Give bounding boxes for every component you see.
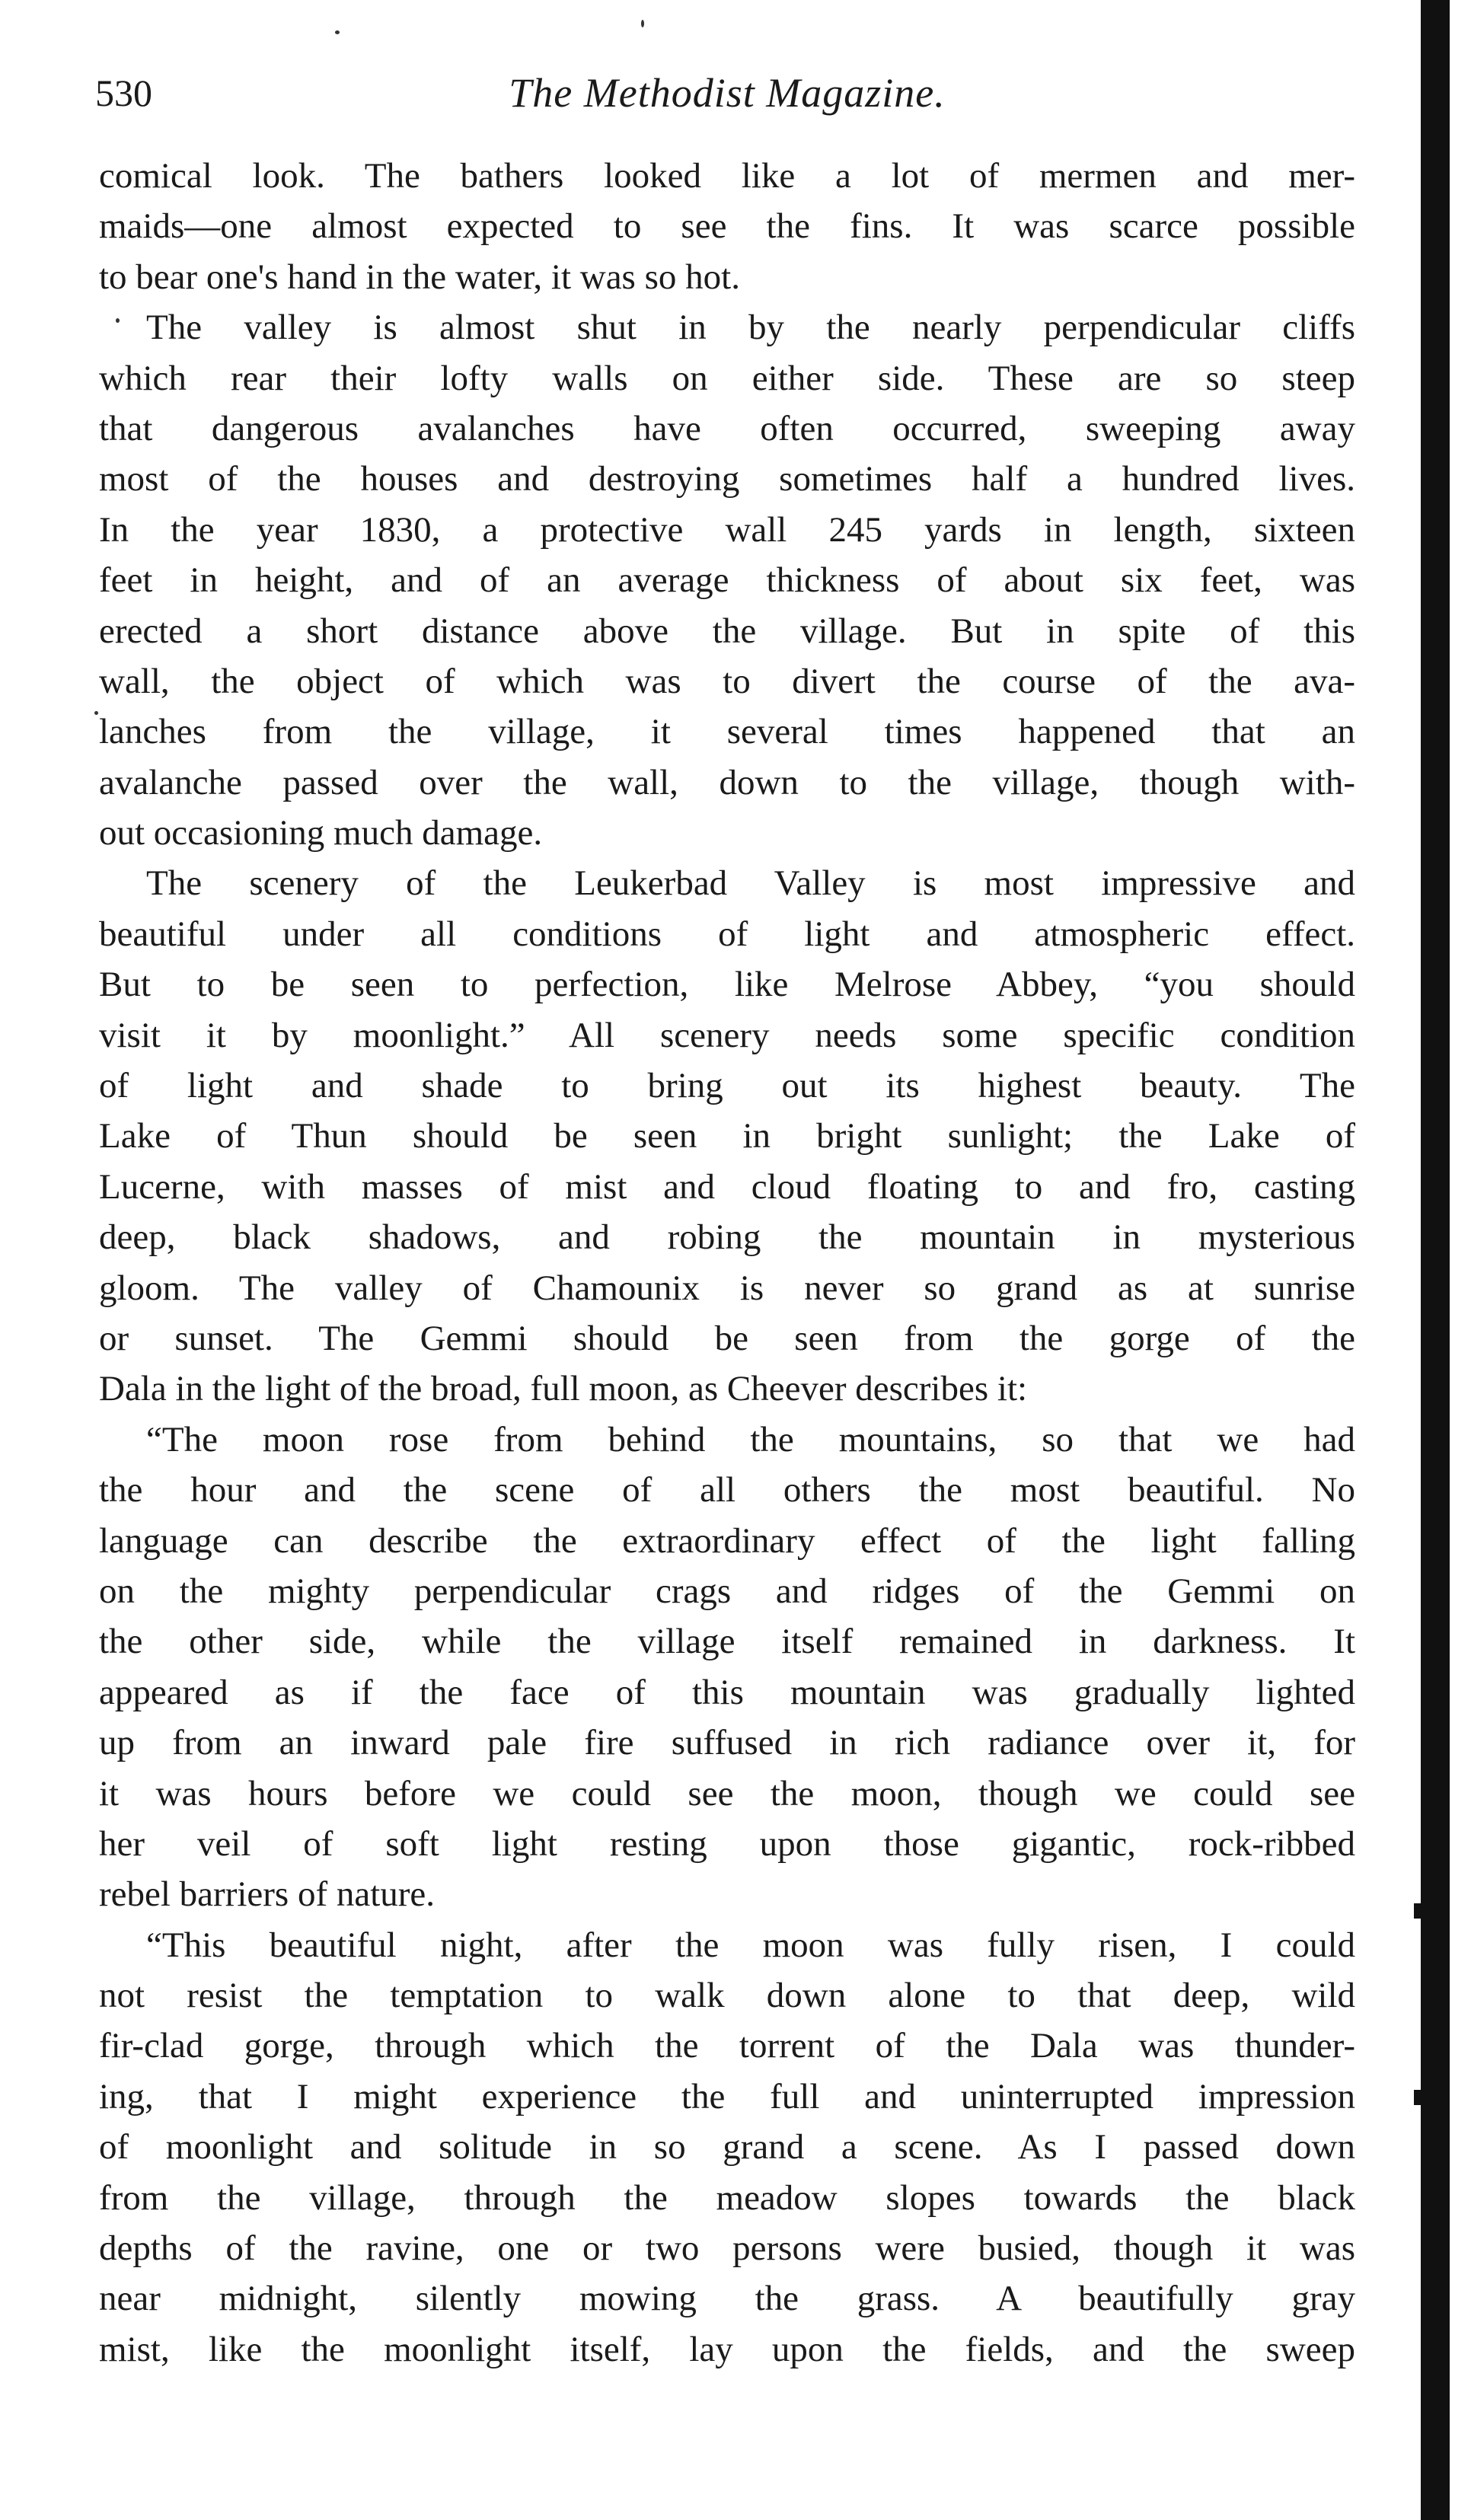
text-line: of moonlight and solitude in so grand a scene. As I passed down	[99, 2127, 1355, 2168]
scan-edge-bar	[1421, 0, 1450, 2520]
text-line: wall, the object of which was to divert the course of the ava-	[99, 661, 1355, 701]
text-line: gloom. The valley of Chamounix is never so grand as at sunrise	[99, 1268, 1355, 1308]
text-line: But to be seen to perfection, like Melrose Abbey, “you should	[99, 965, 1355, 1005]
text-line: fir-clad gorge, through which the torrent of the Dala was thunder-	[99, 2026, 1355, 2066]
text-line: near midnight, silently mowing the grass. A beautifully gray	[99, 2279, 1355, 2319]
text-line: Lucerne, with masses of mist and cloud floating to and fro, casting	[99, 1166, 1355, 1207]
text-line: the other side, while the village itself remained in darkness. It	[99, 1622, 1355, 1662]
body-text	[99, 151, 1355, 2375]
text-line: which rear their lofty walls on either side. These are so steep	[99, 358, 1355, 398]
scan-edge-nick	[1414, 2090, 1421, 2105]
scan-speck	[335, 30, 340, 34]
text-line: or sunset. The Gemmi should be seen from the gorge of the	[99, 1318, 1355, 1358]
text-line: the hour and the scene of all others the most beautiful. No	[99, 1470, 1355, 1510]
text-line: ing, that I might experience the full and uninterrupted impression	[99, 2076, 1355, 2116]
text-line: maids—one almost expected to see the fins. It was scarce possible	[99, 206, 1355, 247]
text-line: visit it by moonlight.” All scenery needs some specific condition	[99, 1015, 1355, 1055]
text-line: deep, black shadows, and robing the mountain in mysterious	[99, 1217, 1355, 1258]
text-line: on the mighty perpendicular crags and ridges of the Gemmi on	[99, 1571, 1355, 1611]
text-line: The valley is almost shut in by the nearly perpendicular cliffs	[146, 308, 1355, 348]
text-line: up from an inward pale fire suffused in rich radiance over it, for	[99, 1723, 1355, 1763]
text-line: mist, like the moonlight itself, lay upon the fields, and the sweep	[99, 2329, 1355, 2369]
text-line: “The moon rose from behind the mountains, so that we had	[146, 1419, 1355, 1459]
text-line: Dala in the light of the broad, full moon, as Cheever describes it:	[99, 1369, 1028, 1409]
text-line: most of the houses and destroying sometimes half a hundred lives.	[99, 459, 1355, 499]
text-line: The scenery of the Leukerbad Valley is most impressive and	[146, 863, 1355, 904]
running-title: The Methodist Magazine.	[509, 70, 946, 116]
text-line: her veil of soft light resting upon those gigantic, rock-ribbed	[99, 1823, 1355, 1864]
text-line: Lake of Thun should be seen in bright sunlight; the Lake of	[99, 1116, 1355, 1156]
text-line: not resist the temptation to walk down alone to that deep, wild	[99, 1976, 1355, 2016]
page-number: 530	[95, 72, 152, 114]
text-line: beautiful under all conditions of light and atmospheric effect.	[99, 914, 1355, 954]
text-line: of light and shade to bring out its highest beauty. The	[99, 1066, 1355, 1106]
text-line: feet in height, and of an average thickness of about six feet, was	[99, 560, 1355, 601]
text-line: it was hours before we could see the moon, though we could see	[99, 1773, 1355, 1813]
text-line: appeared as if the face of this mountain was gradually lighted	[99, 1672, 1355, 1712]
scan-edge-nick	[1414, 1903, 1421, 1919]
text-line: lanches from the village, it several times happened that an	[99, 712, 1355, 752]
page-header	[95, 70, 1359, 123]
text-line: to bear one's hand in the water, it was so hot.	[99, 257, 740, 297]
scan-speck	[94, 711, 98, 715]
text-line: comical look. The bathers looked like a lot of mermen and mer-	[99, 156, 1355, 196]
text-line: In the year 1830, a protective wall 245 yards in length, sixteen	[99, 509, 1355, 550]
text-line: that dangerous avalanches have often occurred, sweeping away	[99, 408, 1355, 448]
text-line: depths of the ravine, one or two persons were busied, though it was	[99, 2228, 1355, 2269]
text-line: “This beautiful night, after the moon was fully risen, I could	[146, 1925, 1355, 1965]
text-line: avalanche passed over the wall, down to the village, though with-	[99, 762, 1355, 802]
text-line: erected a short distance above the village. But in spite of this	[99, 611, 1355, 651]
text-line: out occasioning much damage.	[99, 813, 543, 853]
text-line: rebel barriers of nature.	[99, 1874, 436, 1915]
scan-speck	[641, 20, 644, 27]
text-line: from the village, through the meadow slopes towards the black	[99, 2177, 1355, 2218]
text-line: language can describe the extraordinary effect of the light falling	[99, 1520, 1355, 1561]
